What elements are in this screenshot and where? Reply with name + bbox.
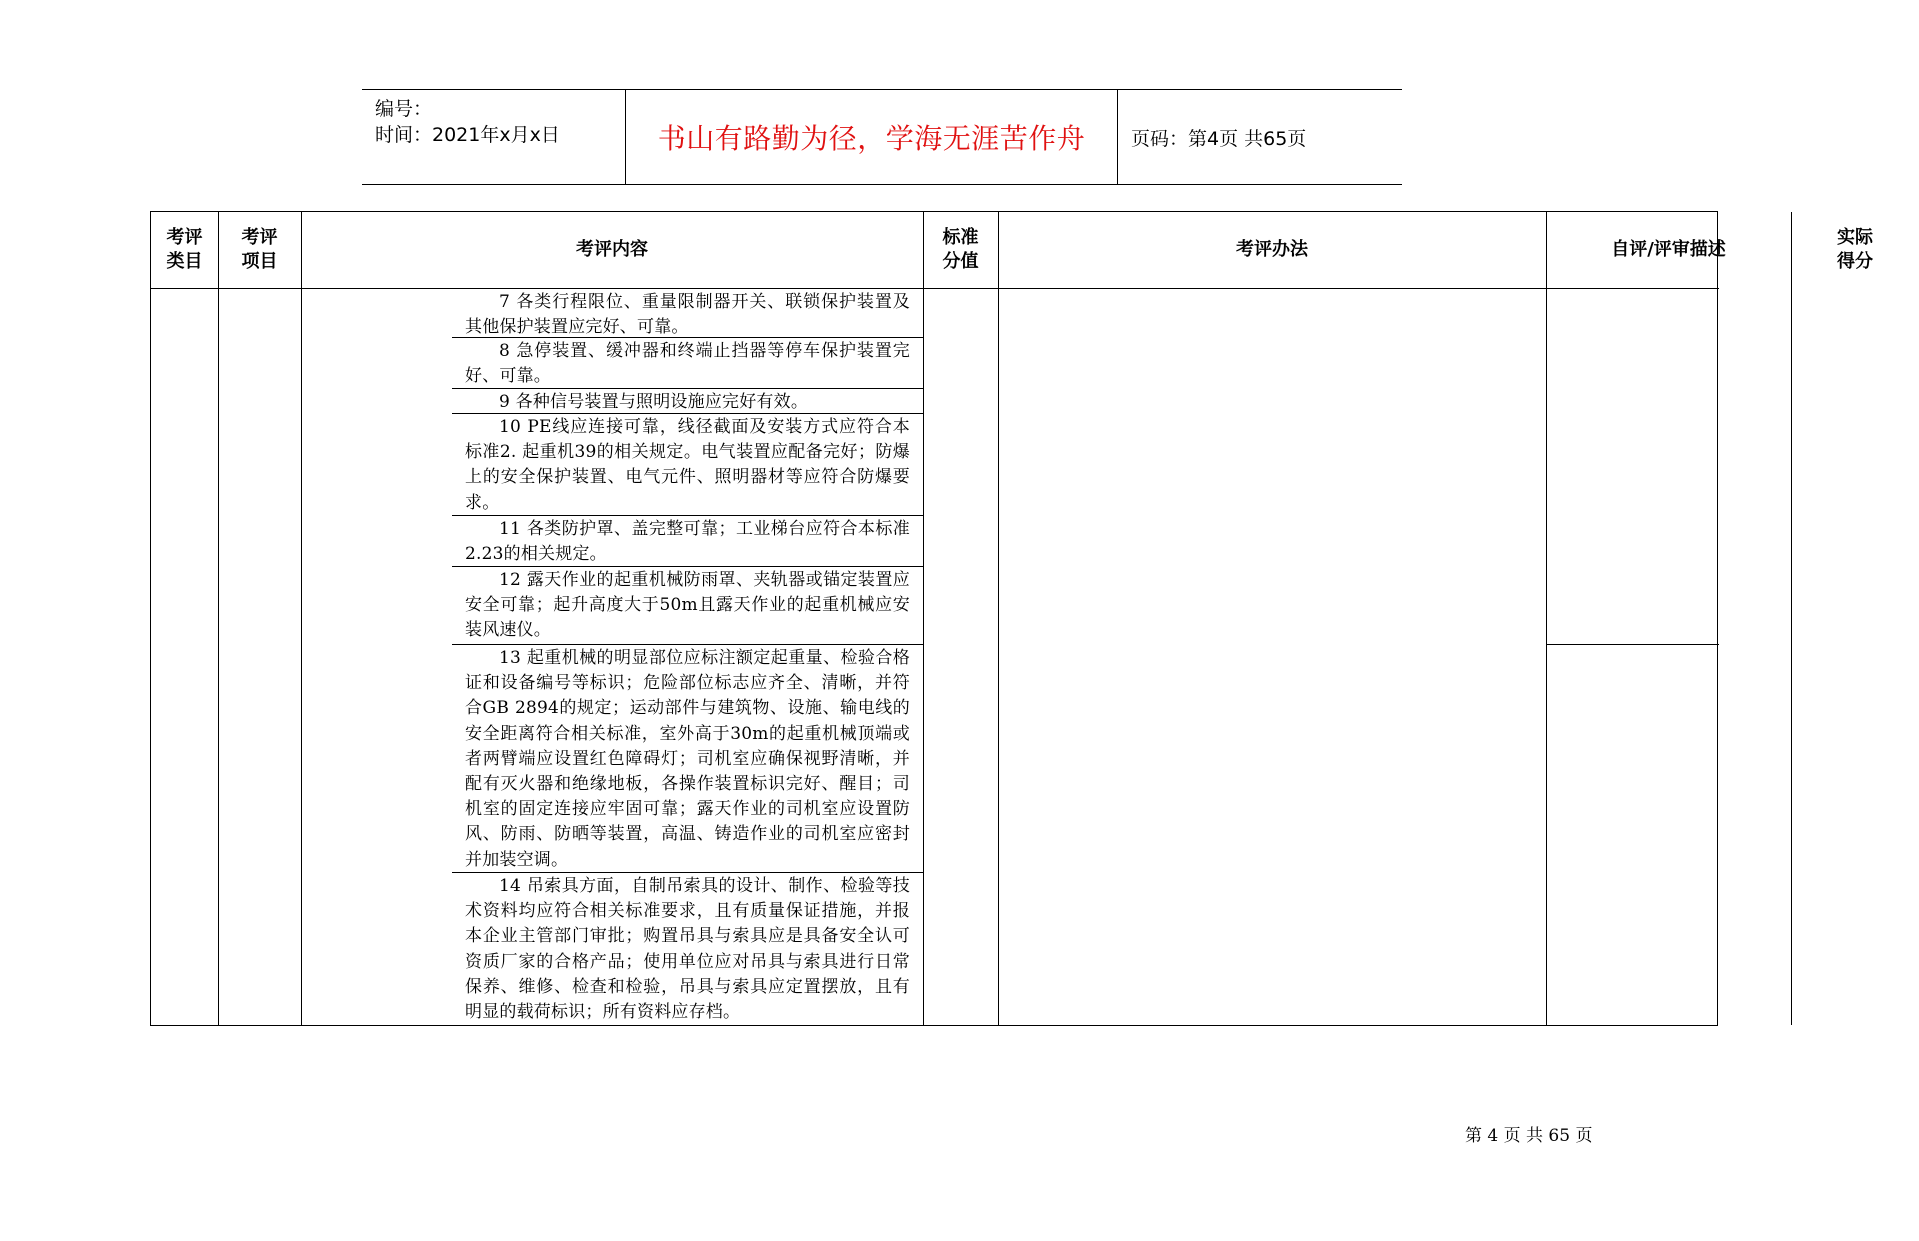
page-footer: 第 4 页 共 65 页	[1465, 1126, 1593, 1146]
header-motto-cell	[626, 90, 1118, 184]
column-header-category: 考评 类目	[166, 227, 203, 272]
document-number-label: 编号：	[375, 98, 433, 120]
column-divider	[1546, 212, 1547, 1025]
header-page-cell	[1118, 90, 1402, 184]
column-header-score: 标准 分值	[942, 227, 979, 272]
column-divider	[301, 212, 302, 1025]
motto-text: 书山有路勤为径，学海无涯苦作舟	[657, 122, 1086, 155]
column-divider	[923, 212, 924, 1025]
content-item-11: 11 各类防护罩、盖完整可靠；工业梯台应符合本标准2.23的相关规定。	[465, 519, 910, 565]
header-info-cell	[362, 90, 626, 184]
page-header	[362, 89, 1402, 185]
evaluation-table	[150, 211, 1873, 1026]
review-row-divider	[1546, 644, 1719, 645]
column-divider	[998, 212, 999, 1025]
header-row-divider	[151, 288, 1719, 289]
content-item-10: 10 PE线应连接可靠，线径截面及安装方式应符合本标准2. 起重机39的相关规定。电气装置应配备完好；防爆上的安全保护装置、电气元件、照明器材等应符合防爆要求。	[465, 417, 910, 513]
column-divider	[218, 212, 219, 1025]
column-header-actual-score: 实际 得分	[1837, 227, 1873, 272]
content-item-9: 9 各种信号装置与照明设施应完好有效。	[499, 392, 809, 412]
content-item-12: 12 露天作业的起重机械防雨罩、夹轨器或锚定装置应安全可靠；起升高度大于50m且露天作业的起重机械应安装风速仪。	[465, 570, 910, 641]
content-item-14: 14 吊索具方面，自制吊索具的设计、制作、检验等技术资料均应符合相关标准要求，且有质量保证措施，并报本企业主管部门审批；购置吊具与索具应是具备安全认可资质厂家的合格产品；使用单位应对吊具与索具进行日常保养、维修、检查和检验，吊具与索具应定置摆放，且有明显的载荷标识；所有资料应存档。	[465, 876, 910, 1023]
content-item-13: 13 起重机械的明显部位应标注额定起重量、检验合格证和设备编号等标识；危险部位标志应齐全、清晰，并符合GB 2894的规定；运动部件与建筑物、设施、输电线的安全距离符合相关标准，室外高于30m的起重机械顶端或者两臂端应设置红色障碍灯；司机室应确保视野清晰，并配有灭火器和绝缘地板，各操作装置标识完好、醒目；司机室的固定连接应牢固可靠；露天作业的司机室应设置防风、防雨、防晒等装置，高温、铸造作业的司机室应密封并加装空调。	[465, 648, 910, 870]
page-number-label: 页码：第4页 共65页	[1131, 127, 1307, 150]
column-divider	[1791, 212, 1792, 1025]
column-header-review: 自评/评审描述	[1611, 239, 1726, 260]
column-header-method: 考评办法	[1236, 239, 1308, 260]
content-item-7: 7 各类行程限位、重量限制器开关、联锁保护装置及其他保护装置应完好、可靠。	[465, 292, 910, 338]
content-item-8: 8 急停装置、缓冲器和终端止挡器等停车保护装置完好、可靠。	[465, 341, 910, 387]
column-header-content: 考评内容	[576, 239, 648, 260]
column-header-item: 考评 项目	[241, 227, 278, 272]
document-date-label: 时间：2021年x月x日	[375, 124, 560, 146]
